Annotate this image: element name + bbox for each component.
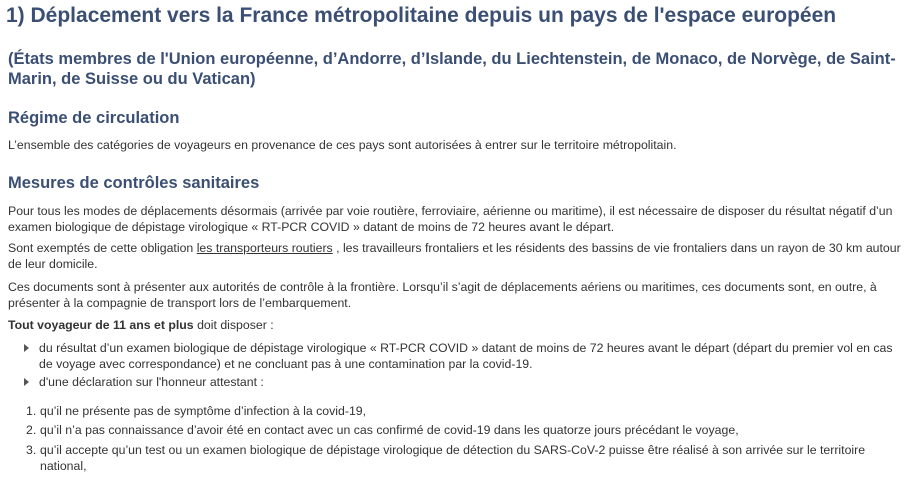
transporteurs-routiers-link[interactable]: les transporteurs routiers xyxy=(196,241,333,255)
triangle-bullet-icon xyxy=(24,344,29,352)
declaration-item-3 xyxy=(24,442,909,474)
declaration-item-2 xyxy=(24,422,909,438)
page-subtitle: (États membres de l'Union européenne, d’Andorre, d’Islande, du Liechtenstein, de Monaco, de Norvège, de Saint-Marin, de Suisse ou du Vatican) xyxy=(8,50,896,88)
section-heading-regime: Régime de circulation xyxy=(8,109,180,127)
exemption-text-start: Sont exemptés de cette obligation xyxy=(8,241,197,255)
mesures-paragraph-3: Ces documents sont à présenter aux autorités de contrôle à la frontière. Lorsqu’il s’agit de déplacements aériens ou maritimes, ces documents sont, en outre, à présenter à la compagnie de transport lors de l’embarquement. xyxy=(8,280,877,310)
requirement-bullet-2 xyxy=(24,374,909,390)
mesures-paragraph-2 xyxy=(8,240,913,272)
item-text: qu’il n’a pas connaissance d’avoir été en contact avec un cas confirmé de covid-19 dans les quatorze jours précédant le voyage, xyxy=(40,423,739,437)
item-text: qu’il ne présente pas de symptôme d’infection à la covid-19, xyxy=(40,404,367,418)
bullet-text: d'une déclaration sur l'honneur attestant : xyxy=(39,375,264,389)
mesures-paragraph-4 xyxy=(8,317,913,333)
traveler-requirement-text: doit disposer : xyxy=(193,318,274,332)
item-number: 3. xyxy=(26,443,37,457)
traveler-age-bold: Tout voyageur de 11 ans et plus xyxy=(8,318,194,332)
declaration-item-1 xyxy=(24,403,909,419)
page-title: 1) Déplacement vers la France métropolitaine depuis un pays de l'espace européen xyxy=(6,4,837,27)
requirement-bullet-1 xyxy=(24,340,909,372)
regime-text: L’ensemble des catégories de voyageurs en provenance de ces pays sont autorisées à entrer sur le territoire métropolitain. xyxy=(8,138,677,152)
item-number: 1. xyxy=(26,404,37,418)
triangle-bullet-icon xyxy=(24,378,29,386)
item-text: qu’il accepte qu’un test ou un examen biologique de dépistage virologique de détection du SARS-CoV-2 puisse être réalisé à son arrivée sur le territoire national, xyxy=(40,443,866,473)
bullet-text: du résultat d’un examen biologique de dépistage virologique « RT-PCR COVID » datant de moins de 72 heures avant le départ (départ du premier vol en cas de voyage avec correspondance) et ne concluant pas à une contamination par la covid-19. xyxy=(39,341,893,371)
section-heading-mesures: Mesures de contrôles sanitaires xyxy=(8,174,260,192)
exemption-text-end: , les travailleurs frontaliers et les résidents des bassins de vie frontaliers dans un rayon de 30 km autour de leur domicile. xyxy=(8,241,901,271)
item-number: 2. xyxy=(26,423,37,437)
mesures-paragraph-1: Pour tous les modes de déplacements désormais (arrivée par voie routière, ferroviaire, aérienne ou maritime), il est nécessaire de disposer du résultat négatif d’un examen biologique de dépistage virologique « RT-PCR COVID » datant de moins de 72 heures avant le départ. xyxy=(8,204,893,234)
